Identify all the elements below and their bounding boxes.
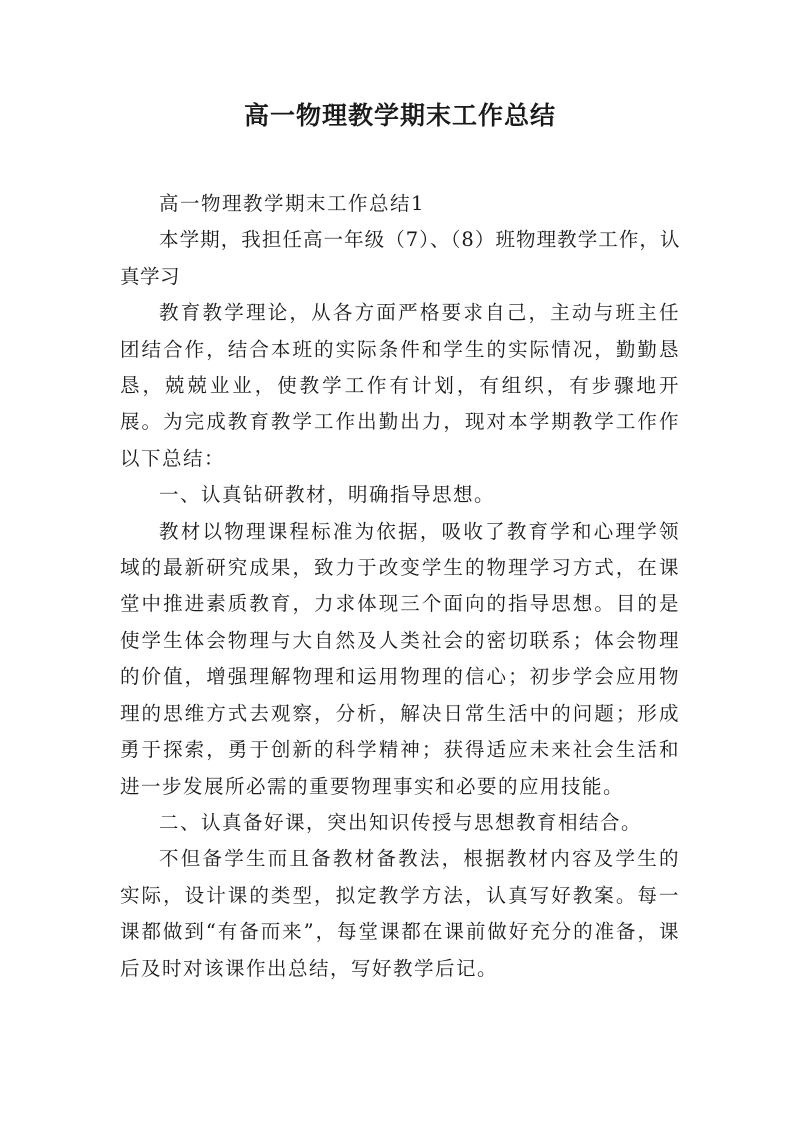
document-body bbox=[120, 186, 680, 987]
paragraph: 不但备学生而且备教材备教法，根据教材内容及学生的实际，设计课的类型，拟定教学方法，认真写好教案。每一课都做到“有备而来”，每堂课都在课前做好充分的准备，课后及时对该课作出总结，写好教学后记。 bbox=[120, 847, 680, 980]
section-heading: 高一物理教学期末工作总结1 bbox=[159, 192, 425, 215]
paragraph: 本学期，我担任高一年级（7）、（8）班物理教学工作，认真学习 bbox=[120, 228, 680, 288]
document-title: 高一物理教学期末工作总结 bbox=[243, 101, 556, 130]
paragraph: 教育教学理论，从各方面严格要求自己，主动与班主任团结合作，结合本班的实际条件和学生的实际情况，勤勤恳恳，兢兢业业，使教学工作有计划，有组织，有步骤地开展。为完成教育教学工作出勤出力，现对本学期教学工作作以下总结： bbox=[120, 301, 680, 470]
paragraph: 教材以物理课程标准为依据，吸收了教育学和心理学领域的最新研究成果，致力于改变学生的物理学习方式，在课堂中推进素质教育，力求体现三个面向的指导思想。目的是使学生体会物理与大自然及人类社会的密切联系；体会物理的价值，增强理解物理和运用物理的信心；初步学会应用物理的思维方式去观察，分析，解决日常生活中的问题；形成勇于探索，勇于创新的科学精神；获得适应未来社会生活和进一步发展所必需的重要物理事实和必要的应用技能。 bbox=[120, 519, 680, 798]
section-heading: 一、认真钻研教材，明确指导思想。 bbox=[159, 483, 496, 507]
section-heading: 二、认真备好课，突出知识传授与思想教育相结合。 bbox=[159, 810, 643, 834]
